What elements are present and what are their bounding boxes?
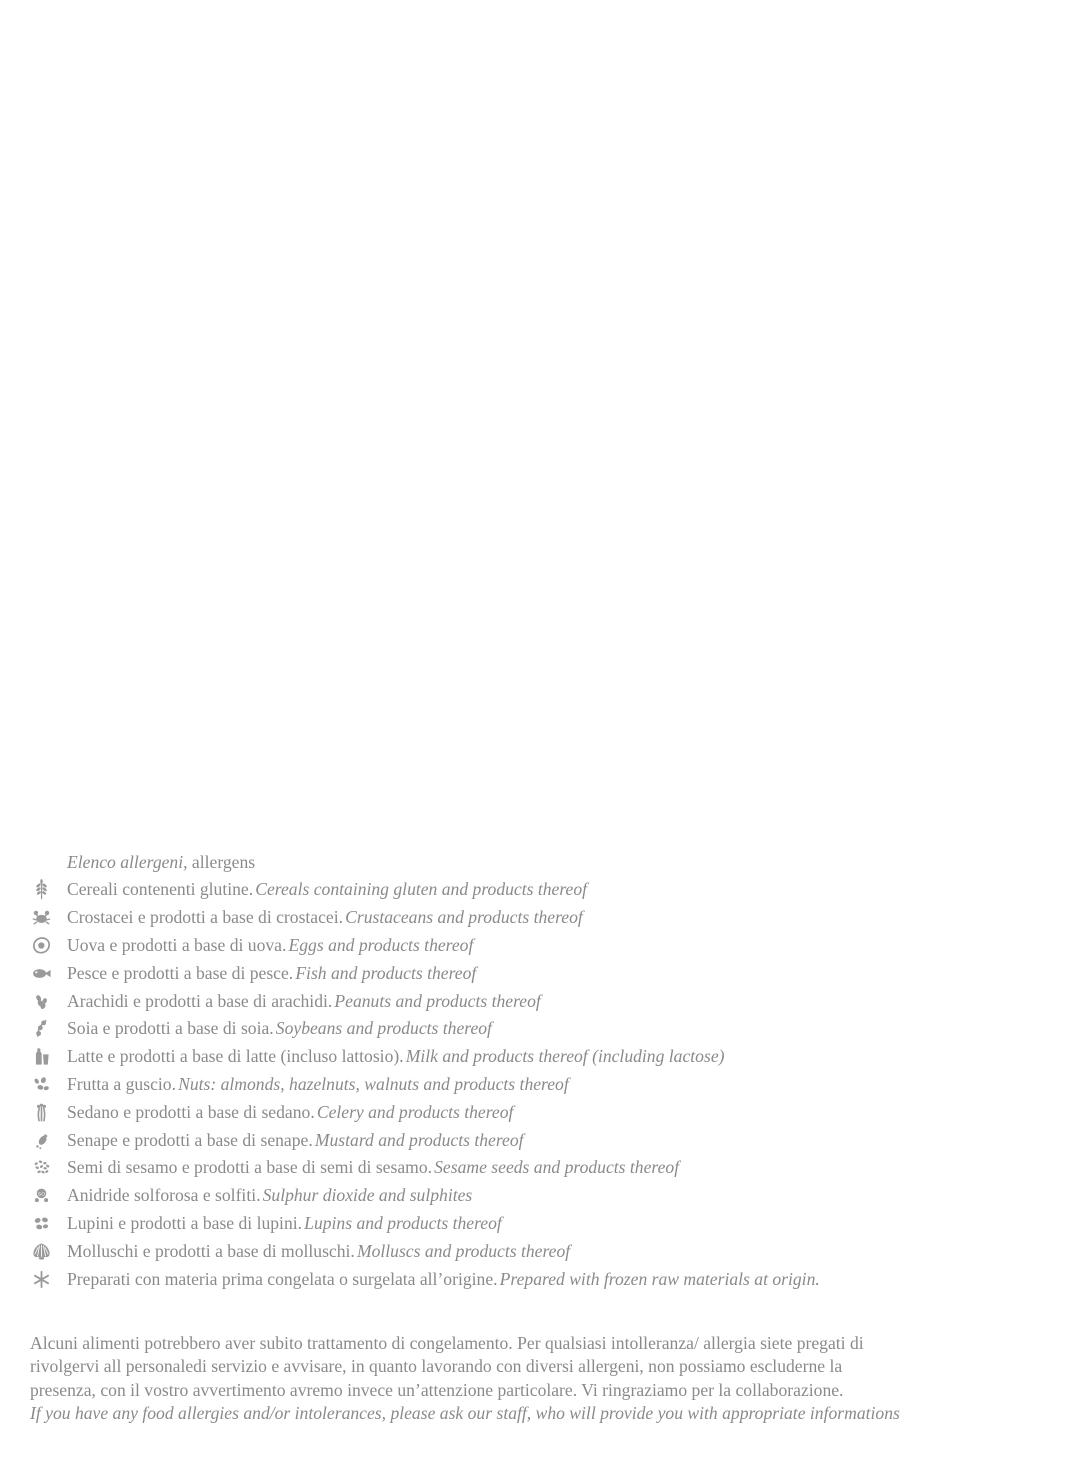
allergen-row-molluscs	[28, 1237, 1059, 1265]
celery-icon	[28, 1101, 54, 1124]
allergen-text-it: Arachidi e prodotti a base di arachidi.	[67, 990, 333, 1011]
milk-icon	[28, 1045, 54, 1068]
allergen-row-mustard	[28, 1126, 1059, 1154]
allergen-text-it: Molluschi e prodotti a base di molluschi.	[67, 1240, 355, 1261]
allergen-text-en: Sesame seeds and products thereof	[434, 1157, 680, 1178]
allergen-disclaimer	[30, 1332, 1059, 1426]
peanut-icon	[28, 990, 54, 1013]
svg-text:SO: SO	[37, 1191, 45, 1198]
disclaimer-line-3: presenza, con il vostro avvertimento avremo invece un’attenzione particolare. Vi ringraziamo per la collaborazione.	[30, 1379, 844, 1400]
allergen-list-title	[67, 848, 1059, 876]
allergen-row-soybeans	[28, 1015, 1059, 1043]
disclaimer-line-english: If you have any food allergies and/or intolerances, please ask our staff, who will provide you with appropriate informations	[30, 1403, 900, 1424]
crab-icon	[28, 906, 54, 929]
frozen-asterisk-icon	[28, 1268, 54, 1291]
allergen-text-it: Preparati con materia prima congelata o surgelata all’origine.	[67, 1268, 498, 1289]
allergen-row-gluten	[28, 876, 1059, 904]
allergen-row-celery	[28, 1098, 1059, 1126]
sulphites-icon	[28, 1184, 54, 1207]
allergen-text-it: Senape e prodotti a base di senape.	[67, 1129, 313, 1150]
allergen-row-sesame	[28, 1154, 1059, 1182]
allergen-row-eggs	[28, 932, 1059, 960]
lupin-icon	[28, 1212, 54, 1235]
allergen-text-it: Crostacei e prodotti a base di crostacei.	[67, 907, 344, 928]
allergen-text-it: Semi di sesamo e prodotti a base di semi di sesamo.	[67, 1157, 433, 1178]
disclaimer-line-2: rivolgervi all personaledi servizio e avvisare, in quanto lavorando con diversi allergeni, non possiamo escluderne la	[30, 1356, 843, 1377]
allergen-text-en: Mustard and products thereof	[314, 1129, 524, 1150]
allergen-row-milk	[28, 1043, 1059, 1071]
allergen-text-it: Uova e prodotti a base di uova.	[67, 934, 287, 955]
wheat-icon	[28, 878, 54, 901]
title-english: allergens	[191, 852, 256, 872]
soy-icon	[28, 1017, 54, 1040]
allergen-text-it: Sedano e prodotti a base di sedano.	[67, 1101, 315, 1122]
allergen-row-frozen	[28, 1265, 1059, 1293]
allergen-text-it: Frutta a guscio.	[67, 1073, 176, 1094]
egg-icon	[28, 934, 54, 957]
allergen-text-en: Milk and products thereof (including lactose)	[405, 1046, 725, 1067]
title-italian: Elenco allergeni,	[67, 852, 188, 872]
allergen-text-en: Lupins and products thereof	[304, 1212, 502, 1233]
allergen-text-en: Eggs and products thereof	[288, 934, 474, 955]
allergen-text-en: Fish and products thereof	[295, 962, 477, 983]
allergen-row-lupins	[28, 1210, 1059, 1238]
allergen-text-en: Cereals containing gluten and products thereof	[255, 879, 588, 900]
allergen-text-it: Soia e prodotti a base di soia.	[67, 1018, 274, 1039]
allergen-text-it: Pesce e prodotti a base di pesce.	[67, 962, 294, 983]
allergen-row-sulphites	[28, 1182, 1059, 1210]
mollusc-icon	[28, 1240, 54, 1263]
allergen-text-en: Celery and products thereof	[316, 1101, 514, 1122]
allergen-row-fish	[28, 959, 1059, 987]
allergen-row-crustaceans	[28, 904, 1059, 932]
allergen-text-en: Sulphur dioxide and sulphites	[262, 1185, 473, 1206]
nuts-icon	[28, 1073, 54, 1096]
allergen-text-en: Crustaceans and products thereof	[345, 907, 583, 928]
allergen-list	[28, 876, 1059, 1293]
allergen-text-en: Molluscs and products thereof	[356, 1240, 571, 1261]
allergen-text-en: Nuts: almonds, hazelnuts, walnuts and products thereof	[178, 1073, 569, 1094]
fish-icon	[28, 962, 54, 985]
allergen-text-it: Lupini e prodotti a base di lupini.	[67, 1212, 303, 1233]
sesame-icon	[28, 1156, 54, 1179]
allergen-text-en: Soybeans and products thereof	[275, 1018, 492, 1039]
allergen-row-peanuts	[28, 987, 1059, 1015]
allergen-text-en: Prepared with frozen raw materials at origin.	[499, 1268, 820, 1289]
disclaimer-line-1: Alcuni alimenti potrebbero aver subito trattamento di congelamento. Per qualsiasi intolleranza/ allergia siete pregati di	[30, 1333, 864, 1353]
allergen-text-it: Latte e prodotti a base di latte (incluso lattosio).	[67, 1046, 404, 1067]
allergen-text-it: Anidride solforosa e solfiti.	[67, 1185, 261, 1206]
allergen-row-nuts	[28, 1071, 1059, 1099]
allergen-block	[28, 848, 1059, 1293]
allergen-text-it: Cereali contenenti glutine.	[67, 879, 254, 900]
allergen-text-en: Peanuts and products thereof	[334, 990, 541, 1011]
mustard-icon	[28, 1129, 54, 1152]
